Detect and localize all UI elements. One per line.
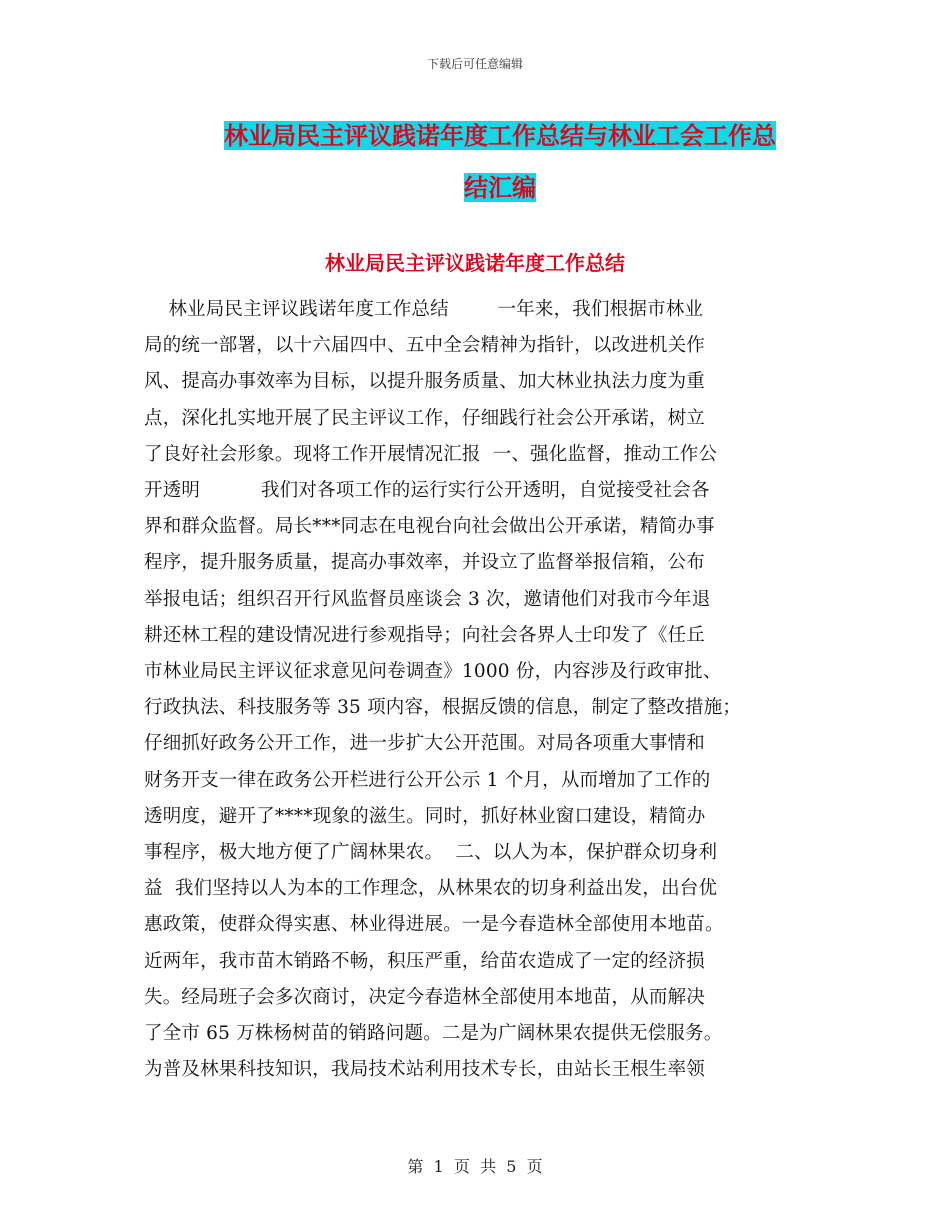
body-line: 市林业局民主评议征求意见问卷调查》1000 份，内容涉及行政审批、 [144, 661, 722, 683]
body-line: 界和群众监督。局长***同志在电视台向社会做出公开承诺，精简办事 [144, 516, 715, 538]
body-line: 了全市 65 万株杨树苗的销路问题。二是为广阔林果农提供无偿服务。 [144, 1023, 723, 1045]
body-line: 透明度，避开了****现象的滋生。同时，抓好林业窗口建设，精简办 [144, 805, 706, 827]
section-title: 林业局民主评议践诺年度工作总结 [325, 251, 625, 275]
body-line: 举报电话；组织召开行风监督员座谈会 3 次，邀请他们对我市今年退 [144, 588, 711, 610]
body-line: 财务开支一律在政务公开栏进行公开公示 1 个月，从而增加了工作的 [144, 769, 711, 791]
body-line: 事程序，极大地方便了广阔林果农。 二、以人为本，保护群众切身利 [144, 842, 718, 864]
body-line: 仔细抓好政务公开工作，进一步扩大公开范围。对局各项重大事情和 [144, 733, 706, 755]
body-line: 行政执法、科技服务等 35 项内容，根据反馈的信息，制定了整改措施； [144, 697, 742, 719]
body-line: 失。经局班子会多次商讨，决定今春造林全部使用本地苗，从而解决 [144, 986, 706, 1008]
body-line: 了良好社会形象。现将工作开展情况汇报 一、强化监督，推动工作公 [144, 443, 718, 465]
header-note: 下载后可任意编辑 [426, 57, 523, 71]
body-line: 益 我们坚持以人为本的工作理念，从林果农的切身利益出发，出台优 [144, 878, 718, 900]
main-title-line-1: 林业局民主评议践诺年度工作总结与林业工会工作总 [224, 121, 776, 150]
body-line: 近两年，我市苗木销路不畅，积压严重，给苗农造成了一定的经济损 [144, 950, 706, 972]
body-line: 程序，提升服务质量，提高办事效率，并设立了监督举报信箱，公布 [144, 552, 706, 574]
body-line: 耕还林工程的建设情况进行参观指导；向社会各界人士印发了《任丘 [144, 624, 706, 646]
document-main-title [150, 110, 850, 214]
body-line: 为普及林果科技知识，我局技术站利用技术专长，由站长王根生率领 [144, 1059, 706, 1081]
body-line: 风、提高办事效率为目标，以提升服务质量、加大林业执法力度为重 [144, 371, 706, 393]
main-title-line-2: 结汇编 [464, 173, 536, 202]
body-line: 局的统一部署，以十六届四中、五中全会精神为指针，以改进机关作 [144, 335, 706, 357]
page-number-footer: 第 1 页 共 5 页 [407, 1157, 543, 1176]
body-line: 林业局民主评议践诺年度工作总结 一年来，我们根据市林业 [144, 299, 704, 320]
body-line: 开透明 我们对各项工作的运行实行公开透明，自觉接受社会各 [144, 480, 710, 502]
body-line: 点，深化扎实地开展了民主评议工作，仔细践行社会公开承诺，树立 [144, 407, 706, 429]
body-text [144, 292, 806, 1088]
body-line: 惠政策，使群众得实惠、林业得进展。一是今春造林全部使用本地苗。 [144, 914, 724, 936]
